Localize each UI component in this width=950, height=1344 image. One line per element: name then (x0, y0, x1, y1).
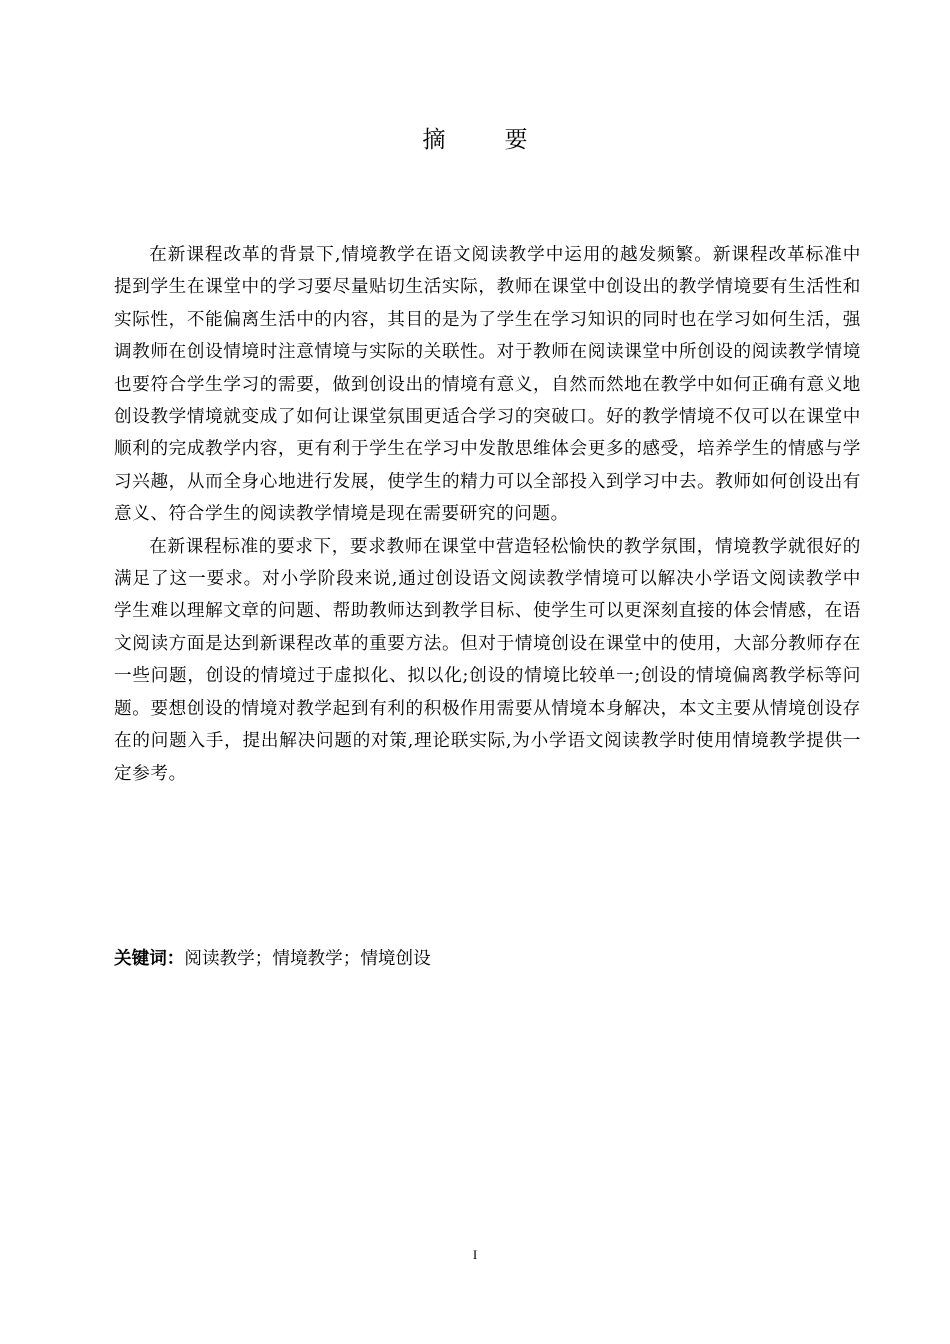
keywords-label: 关键词： (114, 949, 185, 969)
keywords-value: 阅读教学；情境教学；情境创设 (184, 949, 431, 969)
abstract-paragraph-1: 在新课程改革的背景下,情境教学在语文阅读教学中运用的越发频繁。新课程改革标准中提到学生在课堂中的学习要尽量贴切生活实际，教师在课堂中创设出的教学情境要有生活性和实际性，不能偏离生活中的内容，其目的是为了学生在学习知识的同时也在学习如何生活，强调教师在创设情境时注意情境与实际的关联性。对于教师在阅读课堂中所创设的阅读教学情境也要符合学生学习的需要，做到创设出的情境有意义，自然而然地在教学中如何正确有意义地创设教学情境就变成了如何让课堂氛围更适合学习的突破口。好的教学情境不仅可以在课堂中顺利的完成教学内容，更有利于学生在学习中发散思维体会更多的感受，培养学生的情感与学习兴趣，从而全身心地进行发展，使学生的精力可以全部投入到学习中去。教师如何创设出有意义、符合学生的阅读教学情境是现在需要研究的问题。 (114, 245, 861, 525)
abstract-body (114, 239, 861, 790)
page-number: I (472, 1247, 478, 1262)
page-title: 摘 要 (422, 127, 546, 153)
abstract-paragraph-2: 在新课程标准的要求下，要求教师在课堂中营造轻松愉快的教学氛围，情境教学就很好的满足了这一要求。对小学阶段来说,通过创设语文阅读教学情境可以解决小学语文阅读教学中学生难以理解文章的问题、帮助教师达到教学目标、使学生可以更深刻直接的体会情感，在语文阅读方面是达到新课程改革的重要方法。但对于情境创设在课堂中的使用，大部分教师存在一些问题，创设的情境过于虚拟化、拟以化;创设的情境比较单一;创设的情境偏离教学标等问题。要想创设的情境对教学起到有利的积极作用需要从情境本身解决，本文主要从情境创设存在的问题入手，提出解决问题的对策,理论联实际,为小学语文阅读教学时使用情境教学提供一定参考。 (114, 536, 861, 784)
keywords-line (114, 943, 861, 975)
